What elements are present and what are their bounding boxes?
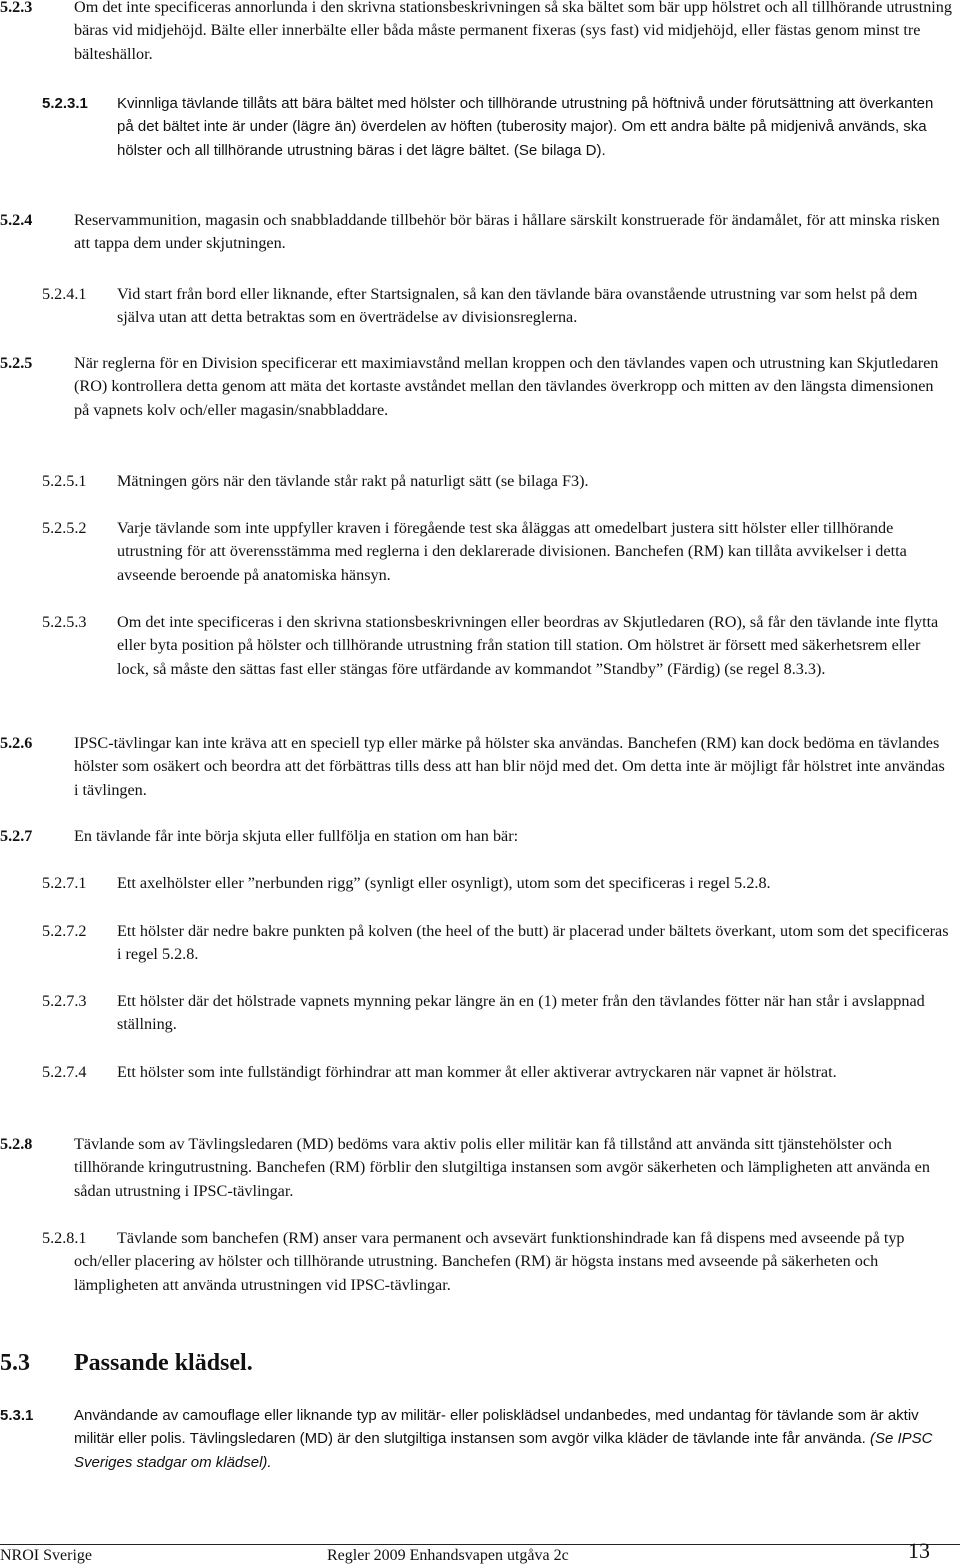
- rule-number: 5.2.8.1: [42, 1229, 87, 1247]
- rule-text: [74, 1404, 952, 1474]
- rule-number: 5.2.5: [0, 354, 33, 372]
- rule-text: IPSC-tävlingar kan inte kräva att en speciell typ eller märke på hölster ska användas. Banchefen (RM) kan dock bedöma en tävlandes hölster som osäkert och beordra att det förbättras tills dess att han blir nöjd med det. Om detta inte är möjligt får hölstret inte användas i tävlingen.: [74, 734, 945, 799]
- rule-text: Mätningen görs när den tävlande står rakt på naturligt sätt (se bilaga F3).: [117, 472, 589, 490]
- rule-text: Kvinnliga tävlande tillåts att bära bältet med hölster och tillhörande utrustning på höftnivå under förutsättning att överkanten på det bältet inte är under (lägre än) överdelen av höften (tuberosity major). Om ett andra bälte på midjenivå används, ska hölster och all tillhörande utrustning bäras i det lägre bältet. (Se bilaga D).: [117, 95, 934, 159]
- rule-number: 5.2.5.1: [42, 472, 87, 490]
- section-title: Passande klädsel.: [74, 1350, 253, 1376]
- rule-number: 5.2.4.1: [42, 285, 87, 303]
- rule-number: 5.2.3.1: [42, 95, 88, 112]
- rule-text: En tävlande får inte börja skjuta eller fullfölja en station om han bär:: [74, 827, 519, 845]
- rule-text-italic: (Se IPSC Sveriges stadgar om klädsel).: [74, 1430, 933, 1471]
- footer-org: NROI Sverige: [0, 1547, 92, 1564]
- rule-text: Om det inte specificeras annorlunda i den skrivna stationsbeskrivningen så ska bältet som bär upp hölstret och all tillhörande utrustning bäras vid midjehöjd. Bälte eller innerbälte eller båda måste permanent fixeras (sys fast) vid midjehöjd, eller fästas genom minst tre bälteshällor.: [74, 0, 952, 63]
- rule-text: Varje tävlande som inte uppfyller kraven i föregående test ska åläggas att omedelbart justera sitt hölster eller tillhörande utrustning för att överensstämma med reglerna i den deklarerade divisionen. Banchefen (RM) kan tillåta avvikelser i detta avseende beroende på anatomiska hänsyn.: [117, 519, 907, 584]
- rule-text: Vid start från bord eller liknande, efter Startsignalen, så kan den tävlande bära ovanstående utrustning var som helst på dem själva utan att detta betraktas som en överträdelse av divisionsreglerna.: [117, 285, 918, 327]
- rule-text: Tävlande som av Tävlingsledaren (MD) bedöms vara aktiv polis eller militär kan få tillstånd att använda sitt tjänstehölster och tillhörande kringutrustning. Banchefen (RM) förblir den slutgiltiga instansen som avgör säkerheten och lämpligheten att använda en sådan utrustning i IPSC-tävlingar.: [74, 1135, 930, 1200]
- footer-page-number: 13: [908, 1538, 930, 1563]
- rule-text: Om det inte specificeras i den skrivna stationsbeskrivningen eller beordras av Skjutledaren (RO), så får den tävlande inte flytta eller byta position på hölster och tillhörande utrustning från station till station. Om hölstret är försett med säkerhetsrem eller lock, så måste den sättas fast eller stängas före utfärdande av kommandot ”Standby” (Färdig) (se regel 8.3.3).: [117, 613, 939, 678]
- rule-text: Ett hölster där det hölstrade vapnets mynning pekar längre än en (1) meter från den tävlandes fötter när han står i avslappnad ställning.: [117, 992, 925, 1034]
- rule-number: 5.2.5.2: [42, 519, 87, 537]
- rule-number: 5.2.7.1: [42, 874, 87, 892]
- rule-text: Ett hölster som inte fullständigt förhindrar att man kommer åt eller aktiverar avtryckaren när vapnet är hölstrat.: [117, 1063, 837, 1081]
- rule-number: 5.2.7.4: [42, 1063, 87, 1081]
- rule-number: 5.2.6: [0, 734, 33, 752]
- rule-text: När reglerna för en Division specificerar ett maximiavstånd mellan kroppen och den tävlandes vapen och utrustning kan Skjutledaren (RO) kontrollera detta genom att mäta det kortaste avståndet mellan den tävlandes överkropp och mitten av den längsta dimensionen på vapnets kolv och/eller magasin/snabbladdare.: [74, 354, 939, 419]
- rule-number: 5.2.4: [0, 211, 33, 229]
- rule-number: 5.3.1: [0, 1407, 34, 1424]
- rule-number: 5.2.7.3: [42, 992, 87, 1010]
- rule-text: Tävlande som banchefen (RM) anser vara permanent och avsevärt funktionshindrade kan få dispens med avseende på typ och/eller placering av hölster och tillhörande utrustning. Banchefen (RM) är högsta instans med avseende på säkerheten och lämpligheten att använda utrustningen vid IPSC-tävlingar.: [74, 1229, 905, 1294]
- rule-number: 5.2.7: [0, 827, 33, 845]
- rule-text: Ett axelhölster eller ”nerbunden rigg” (synligt eller osynligt), utom som det specificeras i regel 5.2.8.: [117, 874, 771, 892]
- rule-text: Ett hölster där nedre bakre punkten på kolven (the heel of the butt) är placerad under bältets överkant, utom som det specificeras i regel 5.2.8.: [117, 922, 949, 964]
- rule-text-main: Användande av camouflage eller liknande typ av militär- eller polisklädsel undanbedes, med undantag för tävlande som är aktiv militär eller polis. Tävlingsledaren (MD) är den slutgiltiga instansen som avgör vilka kläder de tävlande inte får använda.: [74, 1407, 919, 1448]
- section-number: 5.3: [0, 1350, 30, 1376]
- rule-number: 5.2.3: [0, 0, 33, 16]
- rule-text: Reservammunition, magasin och snabbladdande tillbehör bör bäras i hållare särskilt konstruerade för ändamålet, för att minska risken att tappa dem under skjutningen.: [74, 211, 940, 253]
- rule-number: 5.2.8: [0, 1135, 33, 1153]
- rule-number: 5.2.5.3: [42, 613, 87, 631]
- footer-rule: [0, 1544, 960, 1545]
- rule-number: 5.2.7.2: [42, 922, 87, 940]
- footer-document-title: Regler 2009 Enhandsvapen utgåva 2c: [327, 1547, 569, 1564]
